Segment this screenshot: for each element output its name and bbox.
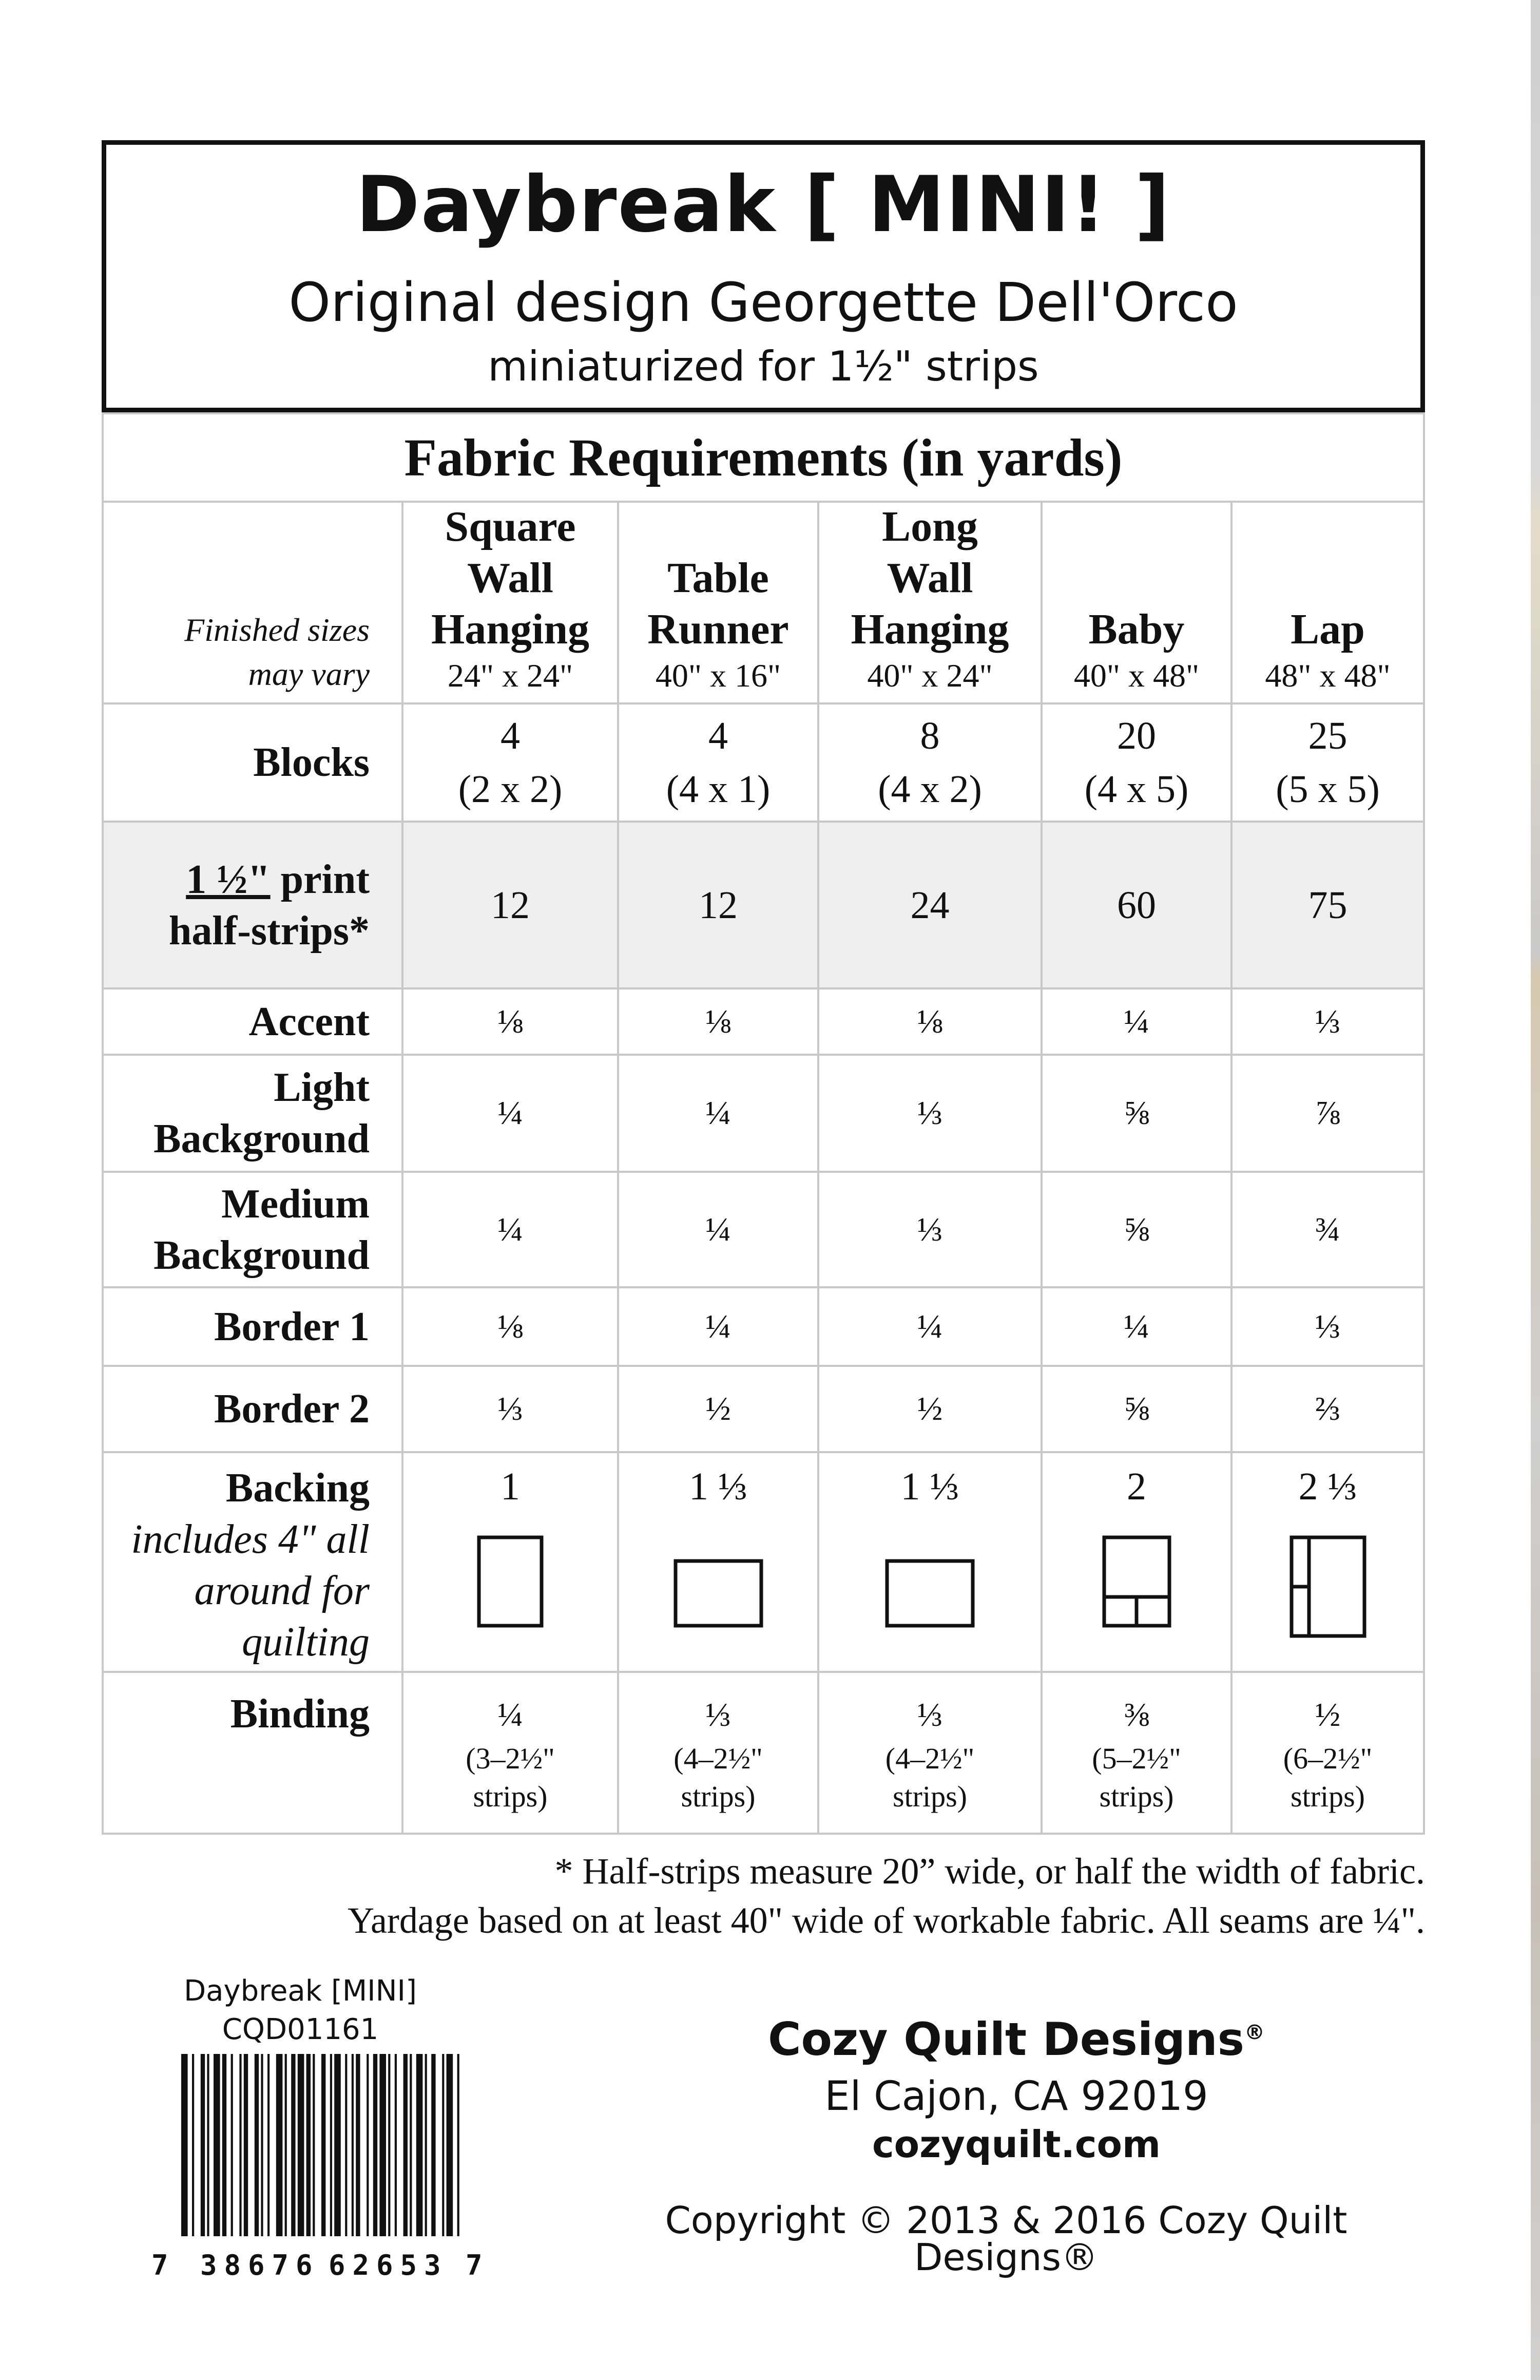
barcode-digit: 7	[151, 2249, 168, 2281]
binding-yardage: ⅓	[917, 1696, 943, 1734]
binding-cell	[1042, 1672, 1231, 1833]
yardage-cell: ⅓	[818, 1055, 1042, 1172]
backing-diagram-icon	[1289, 1535, 1366, 1638]
yardage-cell: ½	[618, 1366, 818, 1452]
barcode-digit: 62653	[329, 2249, 448, 2281]
yardage-cell: ⅓	[818, 1172, 1042, 1287]
column-name-line: Hanging	[431, 605, 590, 653]
size-note	[104, 501, 402, 703]
blocks-cell	[1042, 703, 1231, 822]
yardage-cell: ¼	[818, 1287, 1042, 1366]
binding-unit: strips)	[681, 1779, 756, 1813]
backing-cell	[402, 1452, 618, 1672]
block-layout: (2 x 2)	[458, 768, 563, 811]
block-layout: (4 x 1)	[666, 768, 771, 811]
column-header	[1231, 501, 1423, 703]
row-label: Blocks	[104, 703, 402, 822]
brand-website[interactable]: cozyquilt.com	[872, 2123, 1161, 2166]
column-name-line: Square	[445, 503, 576, 550]
yardage-cell: ⅝	[1042, 1055, 1231, 1172]
binding-strips: (6–2½"	[1283, 1741, 1373, 1775]
row-label: Accent	[104, 988, 402, 1055]
backing-yardage: 2	[1127, 1465, 1146, 1508]
brand-city: El Cajon, CA 92019	[824, 2073, 1208, 2120]
binding-row	[104, 1672, 1423, 1833]
yardage-cell: ¾	[1231, 1172, 1423, 1287]
column-name-line: Table	[667, 554, 769, 602]
column-size: 40" x 24"	[867, 657, 993, 694]
yardage-cell: ⅝	[1042, 1172, 1231, 1287]
yardage-cell: ¼	[1042, 988, 1231, 1055]
pattern-title: Daybreak [ MINI! ]	[356, 160, 1171, 250]
binding-yardage: ⅜	[1124, 1696, 1149, 1734]
row-label	[104, 1055, 402, 1172]
blocks-cell	[402, 703, 618, 822]
yardage-cell: ⅛	[618, 988, 818, 1055]
brand-name-line	[683, 2013, 1350, 2066]
row-label-line: half-strips*	[168, 908, 370, 954]
fabric-row	[104, 1055, 1423, 1172]
binding-unit: strips)	[1291, 1779, 1365, 1813]
column-header	[618, 501, 818, 703]
column-size: 24" x 24"	[447, 657, 573, 694]
size-header-row	[104, 501, 1423, 703]
yardage-cell: ⅓	[402, 1366, 618, 1452]
strips-cell: 75	[1231, 822, 1423, 988]
designer-credit: Original design Georgette Dell'Orco	[288, 271, 1238, 334]
size-note-line: may vary	[248, 656, 370, 692]
product-sku: CQD01161	[222, 2013, 379, 2046]
column-size: 40" x 16"	[655, 657, 781, 694]
backing-diagram-icon	[477, 1535, 544, 1628]
binding-unit: strips)	[1099, 1779, 1174, 1813]
backing-cell	[818, 1452, 1042, 1672]
block-count: 20	[1117, 714, 1156, 757]
binding-strips: (3–2½"	[466, 1741, 555, 1775]
row-label-line: Background	[153, 1232, 370, 1278]
backing-cell	[1231, 1452, 1423, 1672]
backing-yardage: 2 ⅓	[1298, 1465, 1357, 1508]
row-label-line: Background	[153, 1116, 370, 1162]
row-label: Border 1	[104, 1287, 402, 1366]
page-edge-strip	[1531, 0, 1540, 2380]
backing-cell	[1042, 1452, 1231, 1672]
row-label-line	[104, 854, 370, 905]
blocks-cell	[618, 703, 818, 822]
fabric-row	[104, 1366, 1423, 1452]
fabric-row	[104, 1287, 1423, 1366]
requirements-heading: Fabric Requirements (in yards)	[104, 414, 1423, 503]
yardage-cell: ⅔	[1231, 1366, 1423, 1452]
binding-strips: (5–2½"	[1092, 1741, 1181, 1775]
block-count: 25	[1308, 714, 1348, 757]
blocks-row	[104, 703, 1423, 822]
binding-cell	[402, 1672, 618, 1833]
yardage-cell: ½	[818, 1366, 1042, 1452]
column-header	[818, 501, 1042, 703]
row-label-line: Medium	[221, 1181, 370, 1227]
product-name: Daybreak [MINI]	[184, 1974, 417, 2008]
registered-mark: ®	[1244, 2021, 1265, 2045]
block-count: 8	[920, 714, 940, 757]
brand-name: Cozy Quilt Designs	[767, 2013, 1245, 2066]
yardage-cell: ¼	[402, 1055, 618, 1172]
block-layout: (4 x 2)	[878, 768, 982, 811]
half-strips-row	[104, 822, 1423, 988]
block-count: 4	[708, 714, 728, 757]
yardage-cell: ⅝	[1042, 1366, 1231, 1452]
fabric-requirements-table	[104, 501, 1423, 1833]
backing-yardage: 1 ⅓	[689, 1465, 747, 1508]
barcode-icon	[151, 2054, 485, 2285]
strip-width-label: 1 ½"	[186, 856, 271, 902]
block-layout: (5 x 5)	[1276, 768, 1380, 811]
block-count: 4	[500, 714, 520, 757]
column-name-line: Wall	[887, 554, 973, 602]
column-name-line: Baby	[1088, 605, 1185, 653]
barcode-digit: 7	[466, 2249, 483, 2281]
row-label	[104, 1172, 402, 1287]
yardage-cell: ¼	[618, 1287, 818, 1366]
copyright-notice: Copyright © 2013 & 2016 Cozy Quilt Designs®	[665, 2199, 1348, 2279]
backing-diagram-icon	[1102, 1535, 1171, 1628]
column-name-line: Wall	[467, 554, 554, 602]
strips-cell: 12	[618, 822, 818, 988]
column-name-line: Lap	[1291, 605, 1365, 653]
backing-note-line: includes 4" all	[131, 1517, 370, 1562]
binding-cell	[1231, 1672, 1423, 1833]
yardage-cell: ⅛	[402, 1287, 618, 1366]
binding-cell	[818, 1672, 1042, 1833]
row-label: Border 2	[104, 1366, 402, 1452]
barcode-digit: 38676	[200, 2249, 320, 2281]
backing-yardage: 1	[500, 1465, 520, 1508]
binding-strips: (4–2½"	[673, 1741, 763, 1775]
row-label	[104, 822, 402, 988]
backing-note-line: around for	[194, 1568, 370, 1613]
backing-yardage: 1 ⅓	[900, 1465, 959, 1508]
footnote-half-strips: * Half-strips measure 20” wide, or half the width of fabric.	[554, 1851, 1425, 1892]
strips-cell: 60	[1042, 822, 1231, 988]
row-label-line: Backing	[225, 1465, 370, 1511]
backing-diagram-icon	[885, 1535, 975, 1628]
title-box	[102, 140, 1425, 412]
fabric-row	[104, 1172, 1423, 1287]
backing-cell	[618, 1452, 818, 1672]
column-header	[402, 501, 618, 703]
fabric-requirements-box	[102, 412, 1425, 1835]
column-size: 48" x 48"	[1265, 657, 1391, 694]
row-label-line: Light	[274, 1065, 370, 1110]
yardage-cell: ¼	[618, 1172, 818, 1287]
block-layout: (4 x 5)	[1084, 768, 1189, 811]
fabric-row	[104, 988, 1423, 1055]
yardage-cell: ⅓	[1231, 988, 1423, 1055]
yardage-cell: ⅛	[402, 988, 618, 1055]
strips-cell: 12	[402, 822, 618, 988]
binding-strips: (4–2½"	[885, 1741, 975, 1775]
binding-yardage: ¼	[497, 1696, 523, 1734]
column-name-line: Runner	[647, 605, 789, 653]
column-name-line: Hanging	[851, 605, 1009, 653]
yardage-cell: ¼	[1042, 1287, 1231, 1366]
footnote-yardage: Yardage based on at least 40" wide of workable fabric. All seams are ¼".	[348, 1900, 1425, 1941]
binding-cell	[618, 1672, 818, 1833]
row-label: Binding	[104, 1672, 402, 1833]
yardage-cell: ⅓	[1231, 1287, 1423, 1366]
column-name-line: Long	[882, 503, 978, 550]
strips-cell: 24	[818, 822, 1042, 988]
size-note-line: Finished sizes	[184, 612, 370, 648]
backing-note-line: quilting	[242, 1620, 370, 1665]
yardage-cell: ⅞	[1231, 1055, 1423, 1172]
backing-diagram-icon	[673, 1535, 763, 1628]
row-label	[104, 1452, 402, 1672]
backing-row	[104, 1452, 1423, 1672]
column-header	[1042, 501, 1231, 703]
binding-yardage: ⅓	[705, 1696, 731, 1734]
strip-size-note: miniaturized for 1½" strips	[488, 342, 1039, 390]
binding-yardage: ½	[1315, 1696, 1341, 1734]
yardage-cell: ¼	[618, 1055, 818, 1172]
binding-unit: strips)	[893, 1779, 967, 1813]
column-size: 40" x 48"	[1073, 657, 1200, 694]
strip-print-label: print	[270, 856, 370, 902]
blocks-cell	[1231, 703, 1423, 822]
yardage-cell: ¼	[402, 1172, 618, 1287]
binding-unit: strips)	[473, 1779, 548, 1813]
yardage-cell: ⅛	[818, 988, 1042, 1055]
blocks-cell	[818, 703, 1042, 822]
